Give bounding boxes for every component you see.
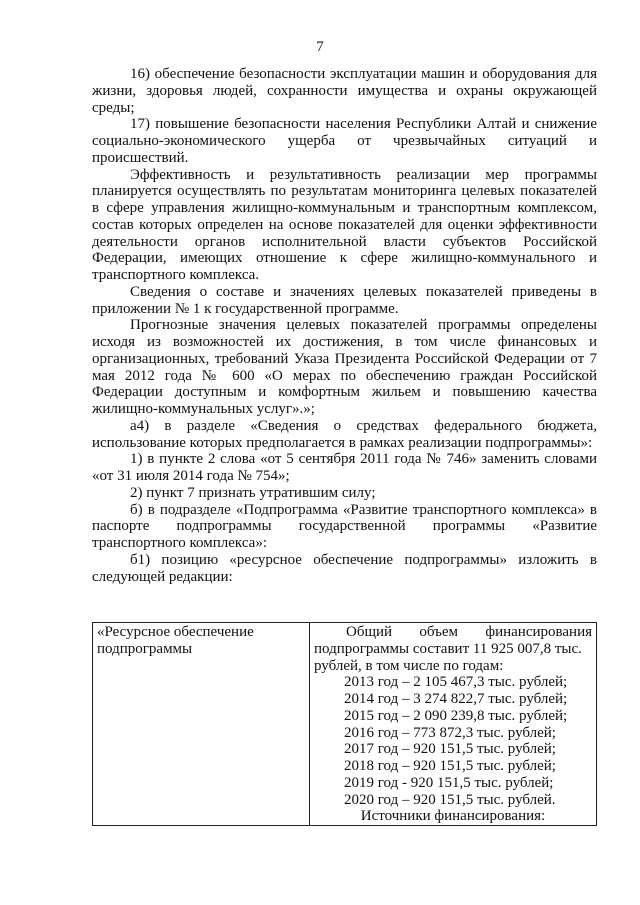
funding-sources-heading: Источники финансирования: bbox=[360, 808, 546, 825]
funding-year-2020: 2020 год – 920 151,5 тыс. рублей. bbox=[344, 791, 556, 808]
funding-year-2013: 2013 год – 2 105 467,3 тыс. рублей; bbox=[344, 674, 568, 691]
table-value-cell bbox=[310, 623, 597, 826]
document-body bbox=[92, 66, 597, 585]
table-row bbox=[93, 623, 597, 826]
funding-year-2017: 2017 год – 920 151,5 тыс. рублей; bbox=[344, 741, 556, 758]
funding-total-text: подпрограммы составит 11 925 007,8 тыс. рублей, в том числе по годам: bbox=[314, 640, 582, 674]
paragraph-item-17: 17) повышение безопасности населения Республики Алтай и снижение социально-экономического ущерба от чрезвычайных ситуаций и происшествий. bbox=[92, 116, 597, 166]
funding-total-heading: Общий объем финансирования bbox=[346, 624, 592, 640]
funding-year-2015: 2015 год – 2 090 239,8 тыс. рублей; bbox=[344, 707, 568, 724]
paragraph-point-1-replace: 1) в пункте 2 слова «от 5 сентября 2011 года № 746» заменить словами «от 31 июля 2014 года № 754»; bbox=[92, 451, 597, 484]
paragraph-b1-resource-position: б1) позицию «ресурсное обеспечение подпрограммы» изложить в следующей редакции: bbox=[92, 551, 597, 585]
resource-provision-label: «Ресурсное обеспечение подпрограммы bbox=[97, 624, 254, 657]
paragraph-indicators-info: Сведения о составе и значениях целевых показателей приведены в приложении № 1 к государственной программе. bbox=[92, 283, 597, 317]
funding-year-2019: 2019 год - 920 151,5 тыс. рублей; bbox=[344, 774, 554, 791]
funding-year-2016: 2016 год – 773 872,3 тыс. рублей; bbox=[344, 724, 556, 741]
paragraph-item-16: 16) обеспечение безопасности эксплуатации машин и оборудования для жизни, здоровья людей, сохранности имущества и охраны окружающей среды; bbox=[92, 66, 597, 116]
table-label-cell bbox=[93, 623, 310, 826]
funding-year-2018: 2018 год – 920 151,5 тыс. рублей; bbox=[344, 758, 556, 774]
paragraph-point-2-repeal: 2) пункт 7 признать утратившим силу; bbox=[130, 484, 376, 501]
paragraph-forecast-values: Прогнозные значения целевых показателей программы определены исходя из возможностей их достижения, в том числе финансовых и организационных, требований Указа Президента Российской Федерации от 7 мая 2012 года № 600 «О мерах по обеспечению граждан Российской Федерации доступным и комфортным жильем и повышению качества жилищно-коммунальных услуг».»; bbox=[92, 317, 597, 417]
paragraph-efficiency: Эффективность и результативность реализации мер программы планируется осуществлять по результатам мониторинга целевых показателей в сфере управления жилищно-коммунальным и транспортным комплексом, состав которых определен на основе показателей для оценки эффективности деятельности органов исполнительной власти субъектов Российской Федерации, имеющих отношение к сфере жилищно-коммунального и транспортного комплекса. bbox=[92, 166, 597, 283]
resource-provision-table bbox=[92, 622, 597, 826]
paragraph-a4-federal-budget: а4) в разделе «Сведения о средствах федерального бюджета, использование которых предполагается в рамках реализации подпрограммы»: bbox=[92, 417, 597, 451]
paragraph-b-transport-subprogram: б) в подразделе «Подпрограмма «Развитие транспортного комплекса» в паспорте подпрограммы государственной программы «Развитие транспортного комплекса»: bbox=[92, 501, 597, 551]
page-number: 7 bbox=[316, 39, 324, 55]
funding-year-2014: 2014 год – 3 274 822,7 тыс. рублей; bbox=[344, 691, 568, 707]
